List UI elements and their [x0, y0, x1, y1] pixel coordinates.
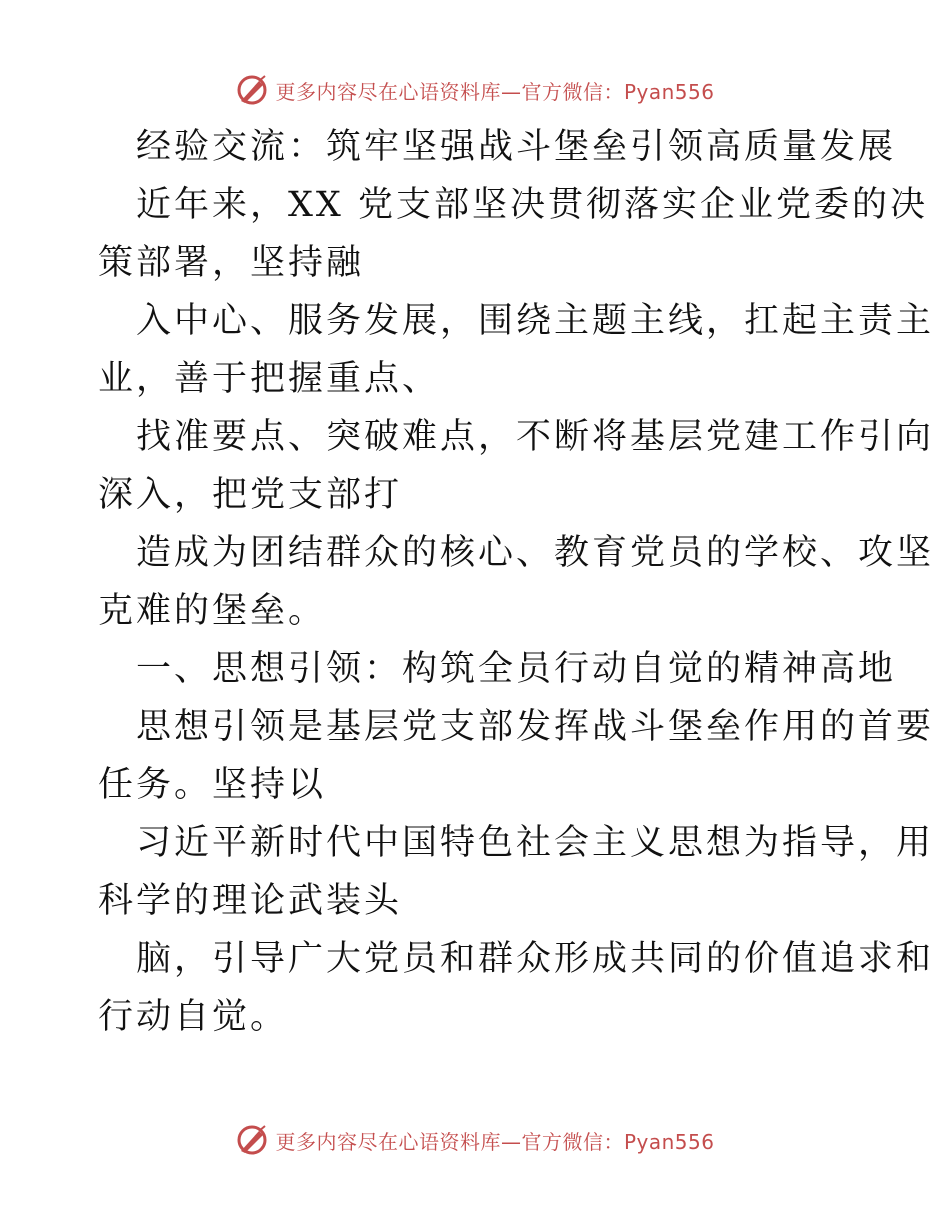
paragraph-line: 习近平新时代中国特色社会主义思想为指导，用: [136, 823, 935, 863]
document-body: [98, 118, 935, 1046]
section-heading: 一、思想引领：构筑全员行动自觉的精神高地: [136, 649, 897, 689]
paragraph-line: 入中心、服务发展，围绕主题主线，扛起主责主: [136, 301, 935, 341]
paragraph-line: 脑，引导广大党员和群众形成共同的价值追求和: [136, 939, 935, 979]
paragraph-line: 深入，把党支部打: [98, 475, 403, 515]
paragraph-line: 行动自觉。: [98, 997, 289, 1037]
watermark-text: 更多内容尽在心语资料库—官方微信：Pyan556: [275, 1129, 715, 1154]
footer-watermark: [0, 1120, 950, 1160]
paragraph-line: 找准要点、突破难点，不断将基层党建工作引向: [136, 417, 935, 457]
header-watermark: [0, 70, 950, 110]
quill-pen-icon: [235, 1123, 269, 1157]
paragraph-line: 策部署，坚持融: [98, 243, 365, 283]
paragraph-line: 克难的堡垒。: [98, 591, 327, 631]
paragraph-line: 业，善于把握重点、: [98, 359, 441, 399]
paragraph-line: 近年来，XX 党支部坚决贯彻落实企业党委的决: [136, 185, 928, 225]
paragraph-line: 造成为团结群众的核心、教育党员的学校、攻坚: [136, 533, 935, 573]
quill-pen-icon: [235, 73, 269, 107]
paragraph-line: 任务。坚持以: [98, 765, 327, 805]
paragraph-line: 科学的理论武装头: [98, 881, 403, 921]
paragraph-line: 思想引领是基层党支部发挥战斗堡垒作用的首要: [136, 707, 935, 747]
document-title: 经验交流：筑牢坚强战斗堡垒引领高质量发展: [136, 127, 897, 167]
watermark-text: 更多内容尽在心语资料库—官方微信：Pyan556: [275, 79, 715, 104]
